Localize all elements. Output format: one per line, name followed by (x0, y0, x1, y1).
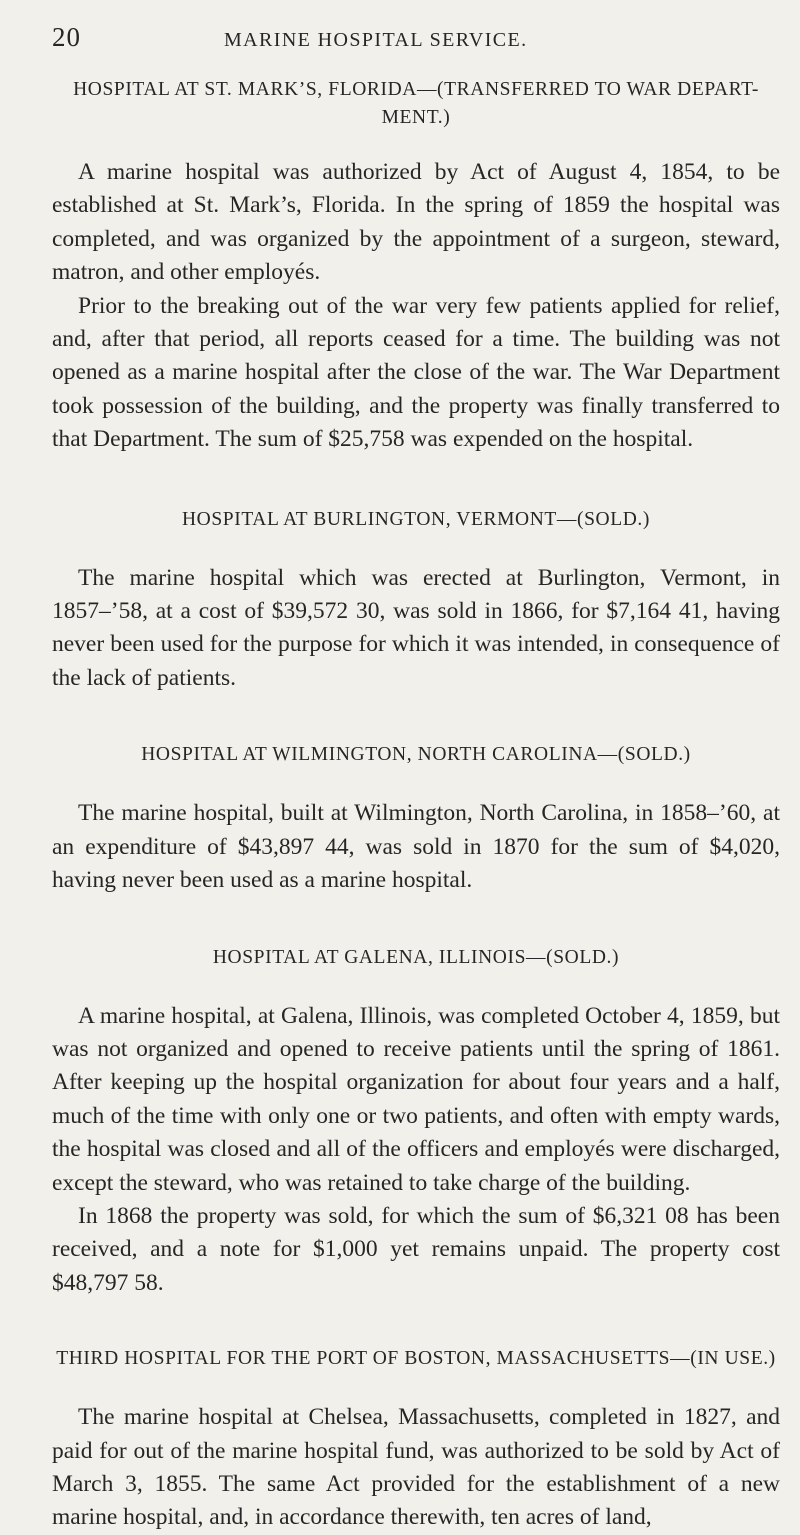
section-heading: HOSPITAL AT GALENA, ILLINOIS—(SOLD.) (212, 946, 620, 968)
section-heading: THIRD HOSPITAL FOR THE PORT OF BOSTON, MASSACHUSETTS—(IN USE.) (56, 1348, 776, 1370)
running-head (52, 22, 780, 58)
section-heading: HOSPITAL AT WILMINGTON, NORTH CAROLINA—(SOLD.) (141, 744, 691, 766)
paragraph: The marine hospital at Chelsea, Massachusetts, completed in 1827, and paid for out of the marine hospital fund, was authorized to be sold by Act of March 3, 1855. The same Act provided for the establishment of a new marine hospital, and, in accordance therewith, ten acres of land, (52, 1404, 780, 1531)
paragraph: A marine hospital was authorized by Act of August 4, 1854, to be established at St. Mark’s, Florida. In the spring of 1859 the hospital was completed, and was organized by the appointment of a surgeon, steward, matron, and other employés. (52, 159, 780, 286)
running-title: MARINE HOSPITAL SERVICE. (224, 29, 528, 51)
paragraph: A marine hospital, at Galena, Illinois, was completed October 4, 1859, but was not organized and opened to receive patients until the spring of 1861. After keeping up the hospital organization for about four years and a half, much of the time with only one or two patients, and often with empty wards, the hospital was closed and all of the officers and employés were discharged, except the steward, who was retained to take charge of the building. (52, 1002, 780, 1196)
section-wilmington (52, 741, 780, 897)
section-st-marks (52, 76, 780, 457)
section-burlington (52, 506, 780, 696)
paragraph: The marine hospital, built at Wilmington, North Carolina, in 1858–’60, at an expenditure of $43,897 44, was sold in 1870 for the sum of $4,020, having never been used as a marine hospital. (52, 800, 780, 894)
section-heading: HOSPITAL AT ST. MARK’S, FLORIDA—(TRANSFERRED TO WAR DEPART-MENT.) (73, 79, 759, 128)
section-heading: HOSPITAL AT BURLINGTON, VERMONT—(SOLD.) (181, 508, 650, 530)
section-galena (52, 944, 780, 1301)
paragraph: Prior to the breaking out of the war very few patients applied for relief, and, after that period, all reports ceased for a time. The building was not opened as a marine hospital after the close of the war. The War Department took possession of the building, and the property was finally transferred to that Department. The sum of $25,758 was expended on the hospital. (52, 292, 780, 453)
section-boston (52, 1345, 780, 1535)
paragraph: In 1868 the property was sold, for which the sum of $6,321 08 has been received, and a note for $1,000 yet remains unpaid. The property cost $48,797 58. (52, 1202, 780, 1296)
page-number: 20 (52, 22, 81, 52)
paragraph: The marine hospital which was erected at Burlington, Vermont, in 1857–’58, at a cost of $39,572 30, was sold in 1866, for $7,164 41, having never been used for the purpose for which it was intended, in consequence of the lack of patients. (52, 564, 780, 691)
